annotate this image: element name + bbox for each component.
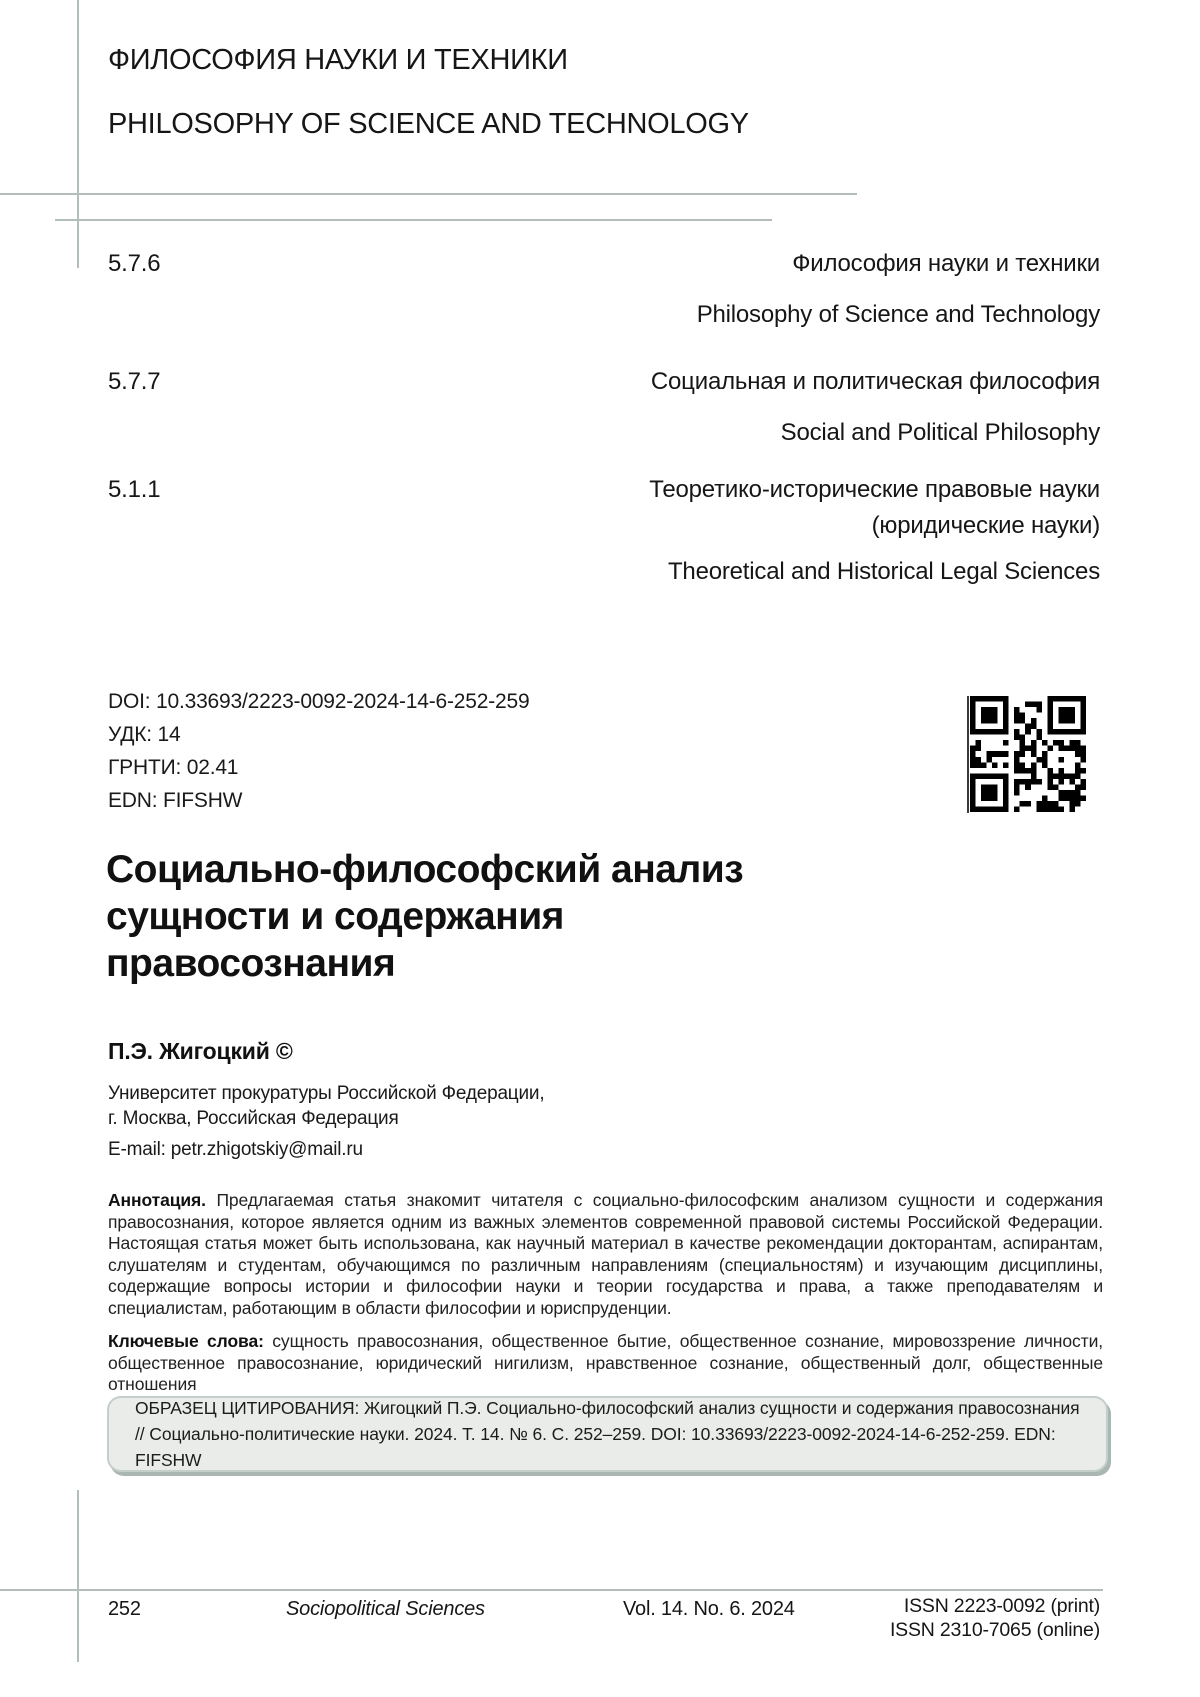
footer-volume-issue: Vol. 14. No. 6. 2024 xyxy=(623,1598,795,1620)
specialty-title-en-3: Theoretical and Historical Legal Sciences xyxy=(667,558,1100,585)
footer-rule-line xyxy=(0,1589,1103,1591)
author-affiliation: Университет прокуратуры Российской Федерации, г. Москва, Российская Федерация xyxy=(108,1083,545,1129)
citation-sample-text: ОБРАЗЕЦ ЦИТИРОВАНИЯ: Жигоцкий П.Э. Социально-философский анализ сущности и содержания правосознания // Социально-политические науки. 2024. Т. 14. № 6. С. 252–259. DOI: 10.33693/2223-0092-2024-14-6-252-259. EDN: FIFSHW xyxy=(135,1398,1080,1470)
specialty-title-ru-3: Теоретико-исторические правовые науки xyxy=(649,476,1100,503)
grnti-line: ГРНТИ: 02.41 xyxy=(108,756,239,779)
footer-issn-online: ISSN 2310-7065 (online) xyxy=(889,1619,1100,1641)
udk-line: УДК: 14 xyxy=(108,723,181,746)
abstract-paragraph xyxy=(108,1190,1103,1320)
rubric-title-ru: ФИЛОСОФИЯ НАУКИ И ТЕХНИКИ xyxy=(108,44,568,76)
footer-issn-print: ISSN 2223-0092 (print) xyxy=(903,1595,1100,1617)
article-title: Социально-философский анализ сущности и содержания правосознания xyxy=(106,848,744,985)
specialty-code-1: 5.7.6 xyxy=(108,250,161,277)
rubric-title-en: PHILOSOPHY OF SCIENCE AND TECHNOLOGY xyxy=(108,108,749,140)
qr-left-edge-mark xyxy=(967,696,969,813)
qr-code-image xyxy=(970,696,1086,812)
article-author: П.Э. Жигоцкий © xyxy=(108,1038,293,1064)
ornament-vertical-line-top xyxy=(77,0,79,268)
specialty-title-ru-2: Социальная и политическая философия xyxy=(650,368,1100,395)
keywords-paragraph xyxy=(108,1331,1103,1396)
citation-sample-box xyxy=(107,1396,1108,1472)
specialty-code-2: 5.7.7 xyxy=(108,368,161,395)
article-qr-code xyxy=(970,696,1086,812)
keywords-label: Ключевые слова: xyxy=(108,1331,264,1351)
specialty-title-ru-3b: (юридические науки) xyxy=(871,512,1100,539)
footer-issn-block xyxy=(890,1594,1100,1642)
doi-line: DOI: 10.33693/2223-0092-2024-14-6-252-259 xyxy=(108,690,530,713)
abstract-label: Аннотация. xyxy=(108,1190,206,1210)
ornament-horizontal-line-2 xyxy=(55,219,772,221)
specialty-title-en-2: Social and Political Philosophy xyxy=(780,419,1100,446)
ornament-horizontal-line-1 xyxy=(0,193,857,195)
ornament-vertical-line-bottom xyxy=(77,1490,79,1662)
specialty-title-ru-1: Философия науки и техники xyxy=(792,250,1100,277)
abstract-text: Предлагаемая статья знакомит читателя с социально-философским анализом сущности и содержания правосознания, которое является одним из важных элементов современной правовой системы Российской Федерации. Настоящая статья может быть использована, как научный материал в качестве рекомендации докторантам, аспирантам, слушателям и студентам, обучающимся по различным направлениям (специальностям) и изучающим дисциплины, содержащие вопросы истории и философии науки и теории государства и права, а также преподавателям и специалистам, работающим в области философии и юриспруденции. xyxy=(108,1190,1103,1318)
author-email[interactable]: E-mail: petr.zhigotskiy@mail.ru xyxy=(108,1139,363,1160)
edn-line: EDN: FIFSHW xyxy=(108,789,243,812)
footer-page-number: 252 xyxy=(108,1598,141,1620)
keywords-text: сущность правосознания, общественное бытие, общественное сознание, мировоззрение личности, общественное правосознание, юридический нигилизм, нравственное сознание, общественный долг, общественные отношения xyxy=(108,1331,1104,1395)
specialty-code-3: 5.1.1 xyxy=(108,476,161,503)
specialty-title-en-1: Philosophy of Science and Technology xyxy=(696,301,1100,328)
footer-journal-name: Sociopolitical Sciences xyxy=(286,1598,485,1620)
